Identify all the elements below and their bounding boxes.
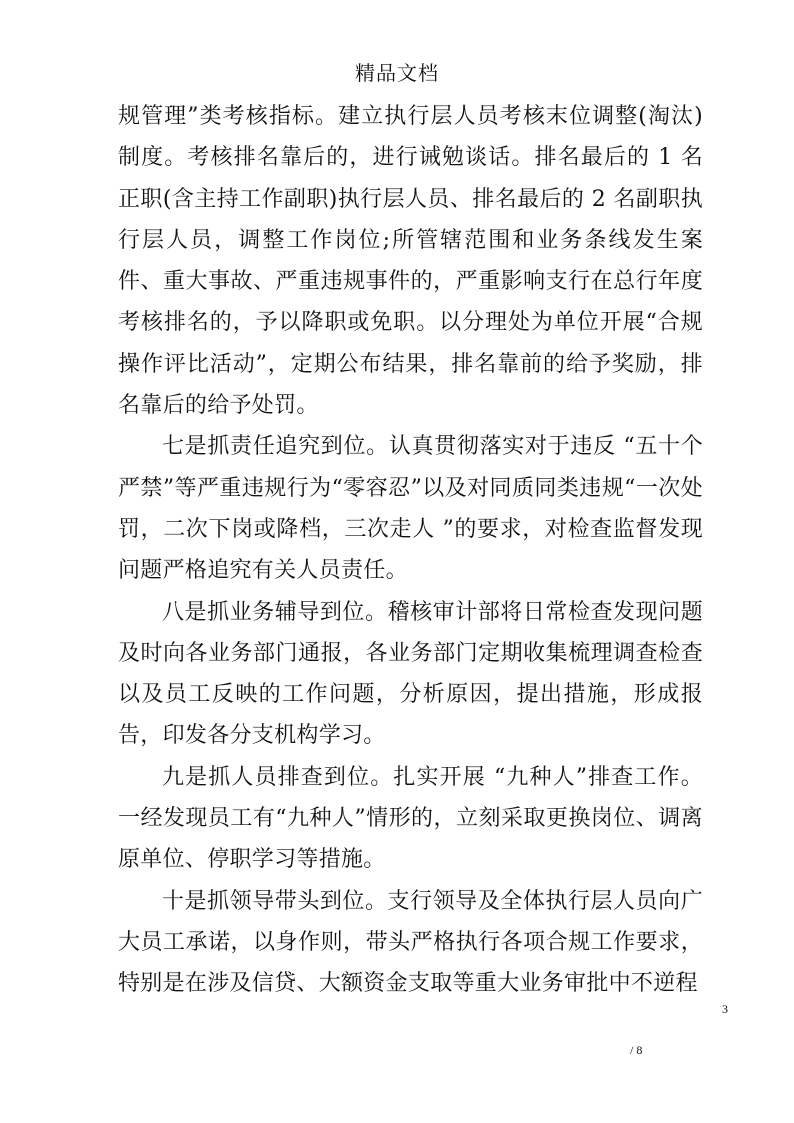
document-body [118,96,703,1005]
paragraph-item-eight: 八是抓业务辅导到位。稽核审计部将日常检查发现问题及时向各业务部门通报，各业务部门定期收集梳理调查检查以及员工反映的工作问题，分析原因，提出措施，形成报告，印发各分支机构学习。 [118,599,703,749]
paragraph-item-ten: 十是抓领导带头到位。支行领导及全体执行层人员向广大员工承诺，以身作则，带头严格执行各项合规工作要求，特别是在涉及信贷、大额资金支取等重大业务审批中不逆程 [118,888,703,997]
paragraph-continuation: 规管理”类考核指标。建立执行层人员考核末位调整(淘汰)制度。考核排名靠后的，进行诫勉谈话。排名最后的 1 名正职(含主持工作副职)执行层人员、排名最后的 2 名副职执行层人员，调整工作岗位;所管辖范围和业务条线发生案件、重大事故、严重违规事件的，严重影响支行在总行年度考核排名的，予以降职或免职。以分理处为单位开展“合规操作评比活动”，定期公布结果，排名靠前的给予奖励，排名靠后的给予处罚。 [118,104,703,419]
page-header-title: 精品文档 [355,61,439,85]
page-number: 3 [722,1002,728,1016]
paragraph-item-seven: 七是抓责任追究到位。认真贯彻落实对于违反 “五十个严禁”等严重违规行为“零容忍”以及对同质同类违规“一次处罚，二次下岗或降档，三次走人 ”的要求，对检查监督发现问题严格追究有关人员责任。 [118,434,703,584]
paragraph-item-nine: 九是抓人员排查到位。扎实开展 “九种人”排查工作。一经发现员工有“九种人”情形的，立刻采取更换岗位、调离原单位、停职学习等措施。 [118,764,703,873]
page-total: / 8 [630,1043,643,1057]
